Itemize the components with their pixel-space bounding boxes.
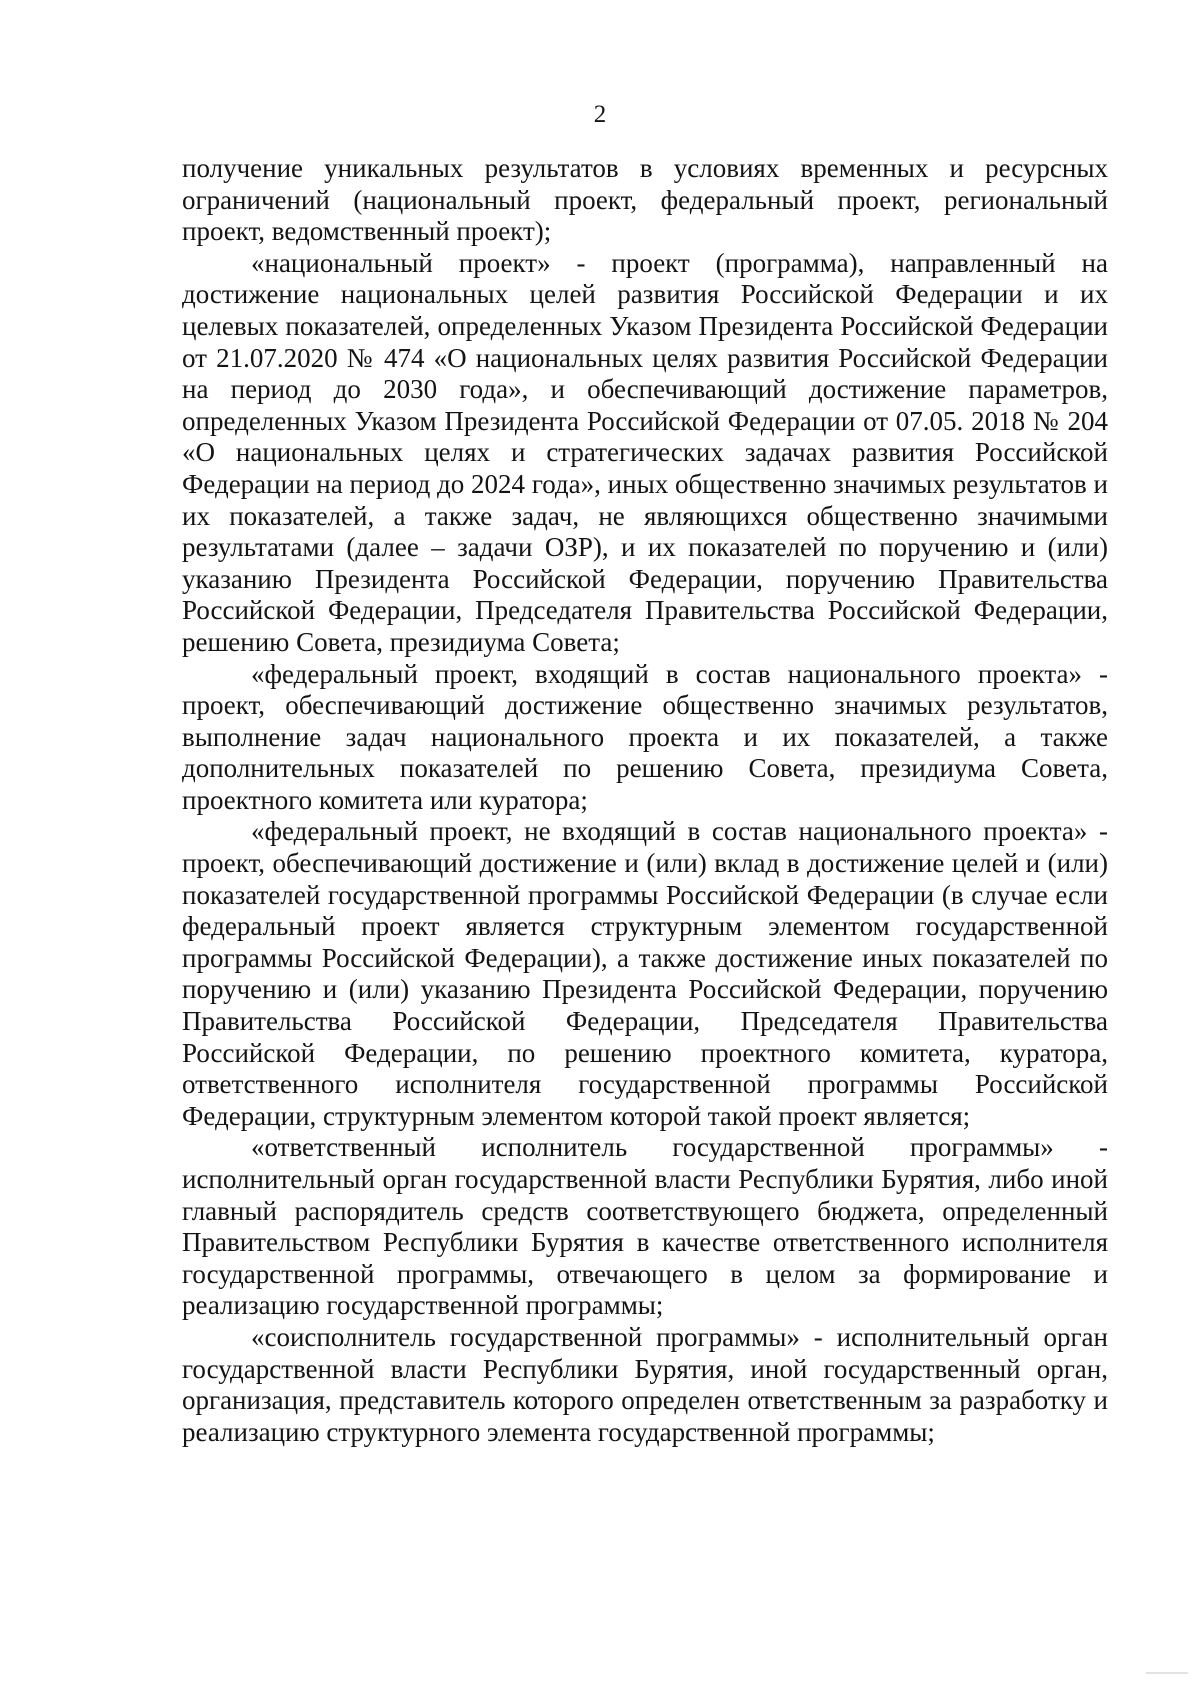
paragraph-federal-project-in-national: «федеральный проект, входящий в состав национального проекта» - проект, обеспечивающий достижение общественно значимых результатов, выполнение задач национального проекта и их показателей, а также дополнительных показателей по решению Совета, президиума Совета, проектного комитета или куратора; <box>182 658 1108 815</box>
paragraph-1: получение уникальных результатов в условиях временных и ресурсных ограничений (национальный проект, федеральный проект, региональный проект, ведомственный проект); <box>182 153 1108 247</box>
page-number: 2 <box>593 101 607 128</box>
paragraph-national-project: «национальный проект» - проект (программа), направленный на достижение национальных целей развития Российской Федерации и их целевых показателей, определенных Указом Президента Российской Федерации от 21.07.2020 № 474 «О национальных целях развития Российской Федерации на период до 2030 года», и обеспечивающий достижение параметров, определенных Указом Президента Российской Федерации от 07.05. 2018 № 204 «О национальных целях и стратегических задачах развития Российской Федерации на период до 2024 года», иных общественно значимых результатов и их показателей, а также задач, не являющихся общественно значимыми результатами (далее – задачи ОЗР), и их показателей по поручению и (или) указанию Президента Российской Федерации, поручению Правительства Российской Федерации, Председателя Правительства Российской Федерации, решению Совета, президиума Совета; <box>182 247 1108 657</box>
scan-edge-mark <box>1146 1672 1188 1674</box>
paragraph-responsible-executor: «ответственный исполнитель государственной программы» - исполнительный орган государственной власти Республики Бурятия, либо иной главный распорядитель средств соответствующего бюджета, определенный Правительством Республики Бурятия в качестве ответственного исполнителя государственной программы, отвечающего в целом за формирование и реализацию государственной программы; <box>182 1132 1108 1321</box>
document-body <box>182 153 1108 1448</box>
paragraph-co-executor: «соисполнитель государственной программы» - исполнительный орган государственной власти Республики Бурятия, иной государственный орган, организация, представитель которого определен ответственным за разработку и реализацию структурного элемента государственной программы; <box>182 1321 1108 1447</box>
paragraph-federal-project-not-in-national: «федеральный проект, не входящий в состав национального проекта» - проект, обеспечивающий достижение и (или) вклад в достижение целей и (или) показателей государственной программы Российской Федерации (в случае если федеральный проект является структурным элементом государственной программы Российской Федерации), а также достижение иных показателей по поручению и (или) указанию Президента Российской Федерации, поручению Правительства Российской Федерации, Председателя Правительства Российской Федерации, по решению проектного комитета, куратора, ответственного исполнителя государственной программы Российской Федерации, структурным элементом которой такой проект является; <box>182 816 1108 1131</box>
